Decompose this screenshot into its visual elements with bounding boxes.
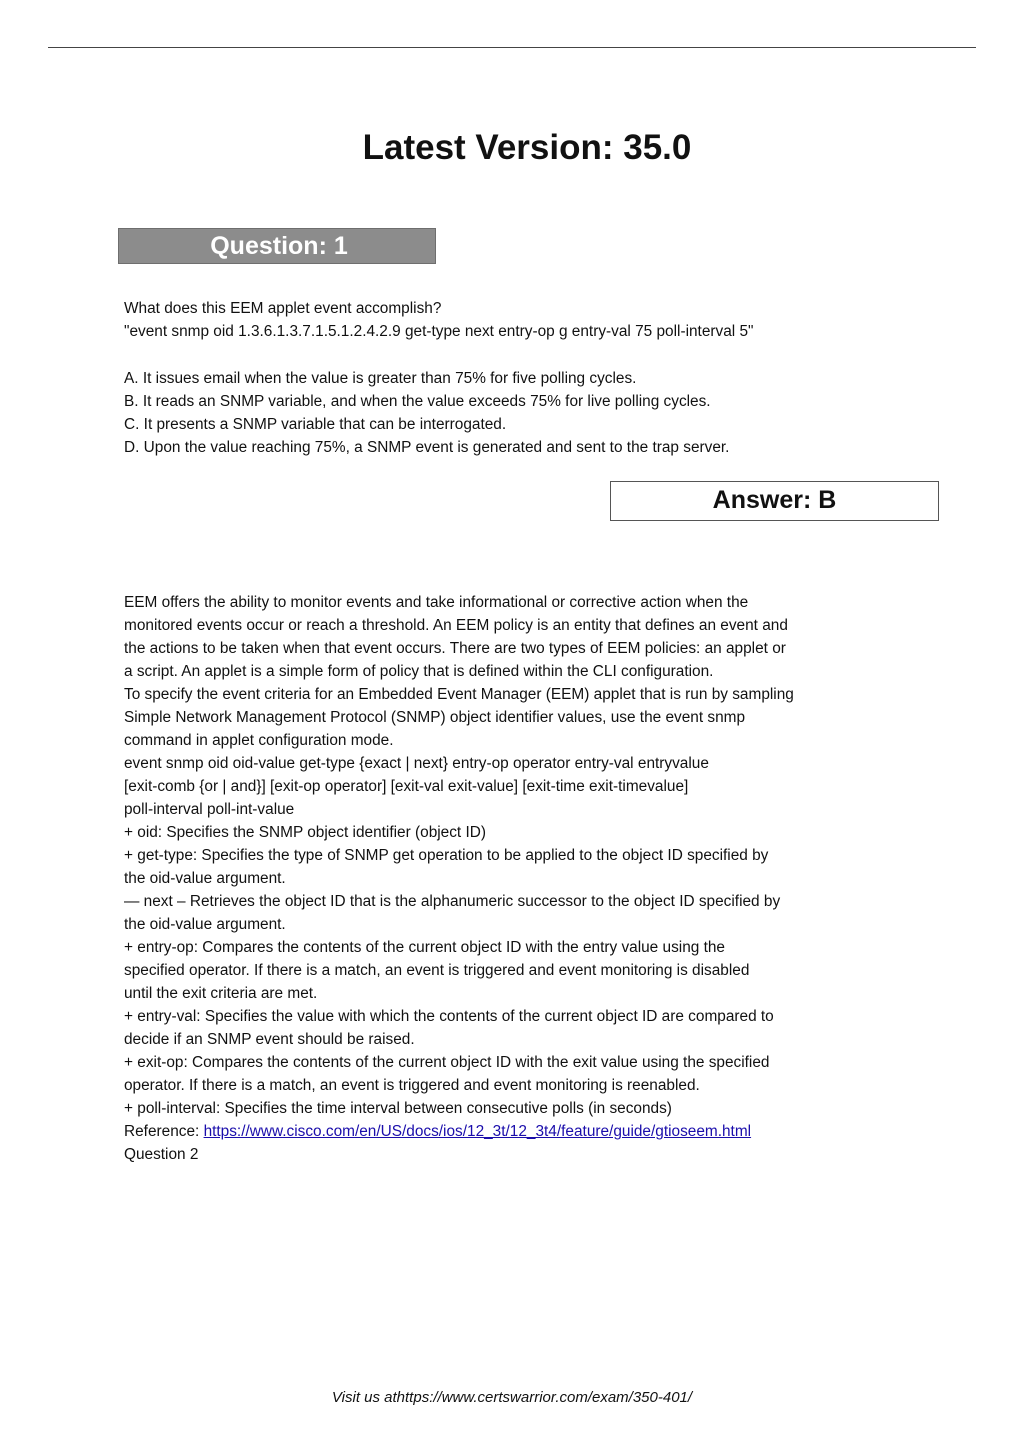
explanation-line: monitored events occur or reach a threshold. An EEM policy is an entity that defines an event and	[124, 617, 788, 634]
explanation-line: + oid: Specifies the SNMP object identifier (object ID)	[124, 824, 486, 841]
answer-options	[124, 367, 729, 459]
explanation-line: the oid-value argument.	[124, 916, 286, 933]
explanation-line: Simple Network Management Protocol (SNMP) object identifier values, use the event snmp	[124, 709, 746, 726]
footer-text: Visit us athttps://www.certswarrior.com/exam/350-401/	[331, 1389, 693, 1406]
option-a: A. It issues email when the value is greater than 75% for five polling cycles.	[124, 370, 637, 387]
option-b: B. It reads an SNMP variable, and when the value exceeds 75% for live polling cycles.	[124, 393, 711, 410]
top-divider	[48, 47, 976, 48]
question-prompt: What does this EEM applet event accomplish?	[124, 300, 442, 317]
explanation-line: command in applet configuration mode.	[124, 732, 394, 749]
option-d: D. Upon the value reaching 75%, a SNMP event is generated and sent to the trap server.	[124, 439, 730, 456]
option-c: C. It presents a SNMP variable that can be interrogated.	[124, 416, 507, 433]
explanation-line: + entry-op: Compares the contents of the current object ID with the entry value using the	[124, 939, 725, 956]
explanation-line: EEM offers the ability to monitor events and take informational or corrective action when the	[124, 594, 749, 611]
next-question-label: Question 2	[124, 1146, 199, 1163]
reference-label: Reference:	[124, 1123, 204, 1140]
explanation-line: + exit-op: Compares the contents of the current object ID with the exit value using the specified	[124, 1054, 770, 1071]
explanation-line: + poll-interval: Specifies the time interval between consecutive polls (in seconds)	[124, 1100, 672, 1117]
question-number: Question: 1	[210, 232, 348, 260]
explanation-line: [exit-comb {or | and}] [exit-op operator] [exit-val exit-value] [exit-time exit-timevalue]	[124, 778, 689, 795]
reference-link[interactable]: https://www.cisco.com/en/US/docs/ios/12_3t/12_3t4/feature/guide/gtioseem.html	[203, 1123, 752, 1140]
explanation-line: — next – Retrieves the object ID that is the alphanumeric successor to the object ID specified by	[124, 893, 781, 910]
explanation-line: operator. If there is a match, an event is triggered and event monitoring is reenabled.	[124, 1077, 700, 1094]
explanation-line: the oid-value argument.	[124, 870, 286, 887]
explanation-line: until the exit criteria are met.	[124, 985, 318, 1002]
explanation-line: poll-interval poll-int-value	[124, 801, 295, 818]
explanation	[124, 591, 794, 1166]
page-title: Latest Version: 35.0	[362, 128, 692, 167]
question-command: "event snmp oid 1.3.6.1.3.7.1.5.1.2.4.2.9 get-type next entry-op g entry-val 75 poll-interval 5"	[124, 323, 754, 340]
explanation-line: specified operator. If there is a match, an event is triggered and event monitoring is disabled	[124, 962, 750, 979]
explanation-line: + entry-val: Specifies the value with which the contents of the current object ID are compared to	[124, 1008, 774, 1025]
explanation-line: a script. An applet is a simple form of policy that is defined within the CLI configuration.	[124, 663, 714, 680]
explanation-line: decide if an SNMP event should be raised.	[124, 1031, 415, 1048]
answer-box	[610, 481, 939, 521]
explanation-line: To specify the event criteria for an Embedded Event Manager (EEM) applet that is run by sampling	[124, 686, 794, 703]
question-banner	[118, 228, 436, 264]
explanation-line: + get-type: Specifies the type of SNMP get operation to be applied to the object ID specified by	[124, 847, 769, 864]
reference-line	[124, 1120, 794, 1143]
question-text	[124, 297, 753, 343]
explanation-line: event snmp oid oid-value get-type {exact | next} entry-op operator entry-val entryvalue	[124, 755, 709, 772]
explanation-line: the actions to be taken when that event occurs. There are two types of EEM policies: an applet or	[124, 640, 786, 657]
answer-label: Answer: B	[712, 486, 837, 514]
